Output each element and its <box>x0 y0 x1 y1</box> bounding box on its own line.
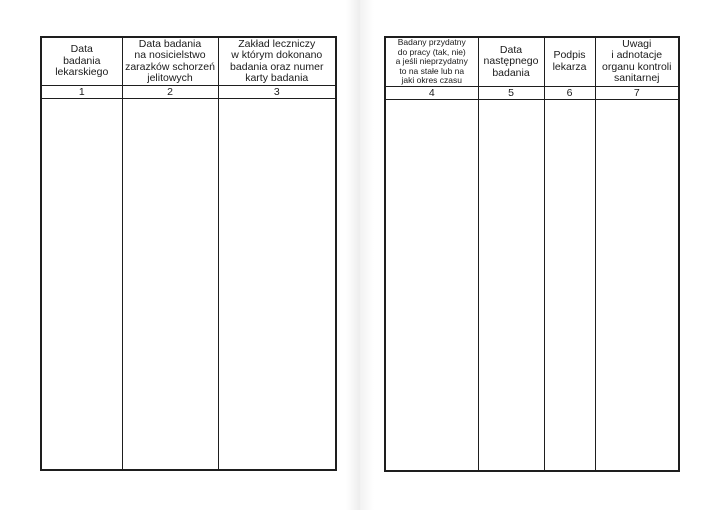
column-number: 1 <box>41 86 122 99</box>
entry-cell[interactable] <box>478 99 544 471</box>
column-header-doctor-signature: Podpis lekarza <box>544 37 595 86</box>
column-number: 7 <box>595 86 679 99</box>
column-number-row <box>385 86 679 99</box>
header-row <box>385 37 679 86</box>
column-number-row <box>41 86 336 99</box>
entry-area-row <box>385 99 679 471</box>
entry-cell[interactable] <box>385 99 478 471</box>
column-number: 2 <box>122 86 218 99</box>
column-number: 3 <box>218 86 336 99</box>
column-header-carrier-test-date: Data badania na nosicielstwo zarazków schorzeń jelitowych <box>122 37 218 86</box>
column-header-fitness-for-work: Badany przydatny do pracy (tak, nie) a jeśli nieprzydatny to na stałe lub na jaki okres czasu <box>385 37 478 86</box>
column-header-next-exam-date: Data następnego badania <box>478 37 544 86</box>
column-number: 5 <box>478 86 544 99</box>
medical-exam-table-right <box>384 36 680 472</box>
entry-cell[interactable] <box>218 99 336 471</box>
column-number: 6 <box>544 86 595 99</box>
entry-cell[interactable] <box>544 99 595 471</box>
column-header-medical-facility: Zakład leczniczy w którym dokonano badania oraz numer karty badania <box>218 37 336 86</box>
medical-exam-table-left <box>40 36 337 471</box>
column-header-sanitary-notes: Uwagi i adnotacje organu kontroli sanitarnej <box>595 37 679 86</box>
entry-cell[interactable] <box>595 99 679 471</box>
entry-area-row <box>41 99 336 471</box>
column-header-exam-date: Data badania lekarskiego <box>41 37 122 86</box>
header-row <box>41 37 336 86</box>
column-number: 4 <box>385 86 478 99</box>
entry-cell[interactable] <box>41 99 122 471</box>
entry-cell[interactable] <box>122 99 218 471</box>
